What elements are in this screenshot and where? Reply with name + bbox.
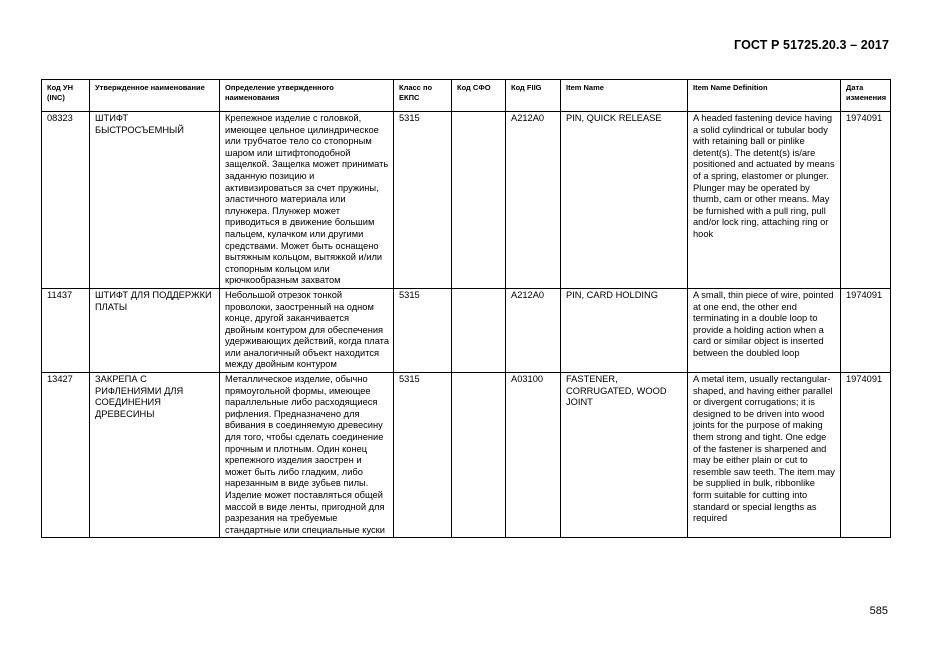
column-header-fiig-code: Код FIIG bbox=[506, 80, 561, 112]
cell-inc-code: 11437 bbox=[42, 288, 90, 372]
column-header-sfo-code: Код СФО bbox=[452, 80, 506, 112]
cell-ekps-class: 5315 bbox=[394, 112, 452, 289]
cell-item-name: PIN, CARD HOLDING bbox=[561, 288, 688, 372]
cell-name-definition: Крепежное изделие с головкой, имеющее цельное цилиндрическое или трубчатое тело со стопорным шаром или штифтоподобной защелкой. Защелка может принимать заданную позицию и активизироваться за счет пружины, эластичного материала или плунжера. Плунжер может приводиться в движение большим пальцем, кулачком или другими средствами. Может быть оснащено вытяжным кольцом, вытяжкой и/или стопорным кольцом или крючкообразным захватом bbox=[220, 112, 394, 289]
column-header-item-name-definition: Item Name Definition bbox=[688, 80, 841, 112]
cell-sfo-code bbox=[452, 112, 506, 289]
table-row bbox=[42, 288, 891, 372]
cell-item-name-definition: A headed fastening device having a solid cylindrical or tubular body with retaining ball or pinlike detent(s). The detent(s) is/are positioned and actuated by means of a spring, elastomer or plunger. Plunger may be operated by thumb, cam or other means. May be furnished with a pull ring, pull and/or lock ring, attaching ring or hook bbox=[688, 112, 841, 289]
item-names-table bbox=[41, 79, 891, 538]
page-number: 585 bbox=[869, 605, 888, 617]
column-header-approved-name: Утвержденное наименование bbox=[90, 80, 220, 112]
column-header-name-definition: Определение утвержденного наименования bbox=[220, 80, 394, 112]
cell-item-name: PIN, QUICK RELEASE bbox=[561, 112, 688, 289]
cell-change-date: 1974091 bbox=[841, 373, 891, 538]
cell-change-date: 1974091 bbox=[841, 112, 891, 289]
table-row bbox=[42, 373, 891, 538]
table-body bbox=[42, 112, 891, 538]
column-header-ekps-class: Класс по ЕКПС bbox=[394, 80, 452, 112]
column-header-change-date: Дата изменения bbox=[841, 80, 891, 112]
cell-approved-name: ЗАКРЕПА С РИФЛЕНИЯМИ ДЛЯ СОЕДИНЕНИЯ ДРЕВЕСИНЫ bbox=[90, 373, 220, 538]
cell-item-name: FASTENER, CORRUGATED, WOOD JOINT bbox=[561, 373, 688, 538]
cell-sfo-code bbox=[452, 288, 506, 372]
document-standard-header: ГОСТ Р 51725.20.3 – 2017 bbox=[734, 38, 889, 52]
cell-name-definition: Металлическое изделие, обычно прямоугольной формы, имеющее параллельные либо расходящиеся рифления. Предназначено для вбивания в соединяемую древесину для того, чтобы сделать соединение прочным и плотным. Один конец крепежного изделия заострен и может быть либо гладким, либо нарезанным в виде зубьев пилы. Изделие может поставляться общей массой в виде ленты, пригодной для разрезания на требуемые стандартные или специальные куски bbox=[220, 373, 394, 538]
cell-inc-code: 13427 bbox=[42, 373, 90, 538]
cell-ekps-class: 5315 bbox=[394, 373, 452, 538]
cell-fiig-code: A212A0 bbox=[506, 112, 561, 289]
cell-fiig-code: A03100 bbox=[506, 373, 561, 538]
table-header-row bbox=[42, 80, 891, 112]
cell-item-name-definition: A small, thin piece of wire, pointed at one end, the other end terminating in a double loop to provide a holding action when a card or similar object is inserted between the doubled loop bbox=[688, 288, 841, 372]
cell-ekps-class: 5315 bbox=[394, 288, 452, 372]
cell-approved-name: ШТИФТ ДЛЯ ПОДДЕРЖКИ ПЛАТЫ bbox=[90, 288, 220, 372]
column-header-item-name: Item Name bbox=[561, 80, 688, 112]
cell-sfo-code bbox=[452, 373, 506, 538]
table-header bbox=[42, 80, 891, 112]
cell-name-definition: Небольшой отрезок тонкой проволоки, заостренный на одном конце, другой заканчивается двойным контуром для обеспечения удерживающих действий, когда плата или аналогичный объект находится между двойным контуром bbox=[220, 288, 394, 372]
cell-approved-name: ШТИФТ БЫСТРОСЪЕМНЫЙ bbox=[90, 112, 220, 289]
column-header-inc-code: Код УН (INC) bbox=[42, 80, 90, 112]
cell-inc-code: 08323 bbox=[42, 112, 90, 289]
cell-change-date: 1974091 bbox=[841, 288, 891, 372]
cell-fiig-code: A212A0 bbox=[506, 288, 561, 372]
cell-item-name-definition: A metal item, usually rectangular-shaped, and having either parallel or divergent corrugations; it is designed to be driven into wood joints for the purpose of making them strong and tight. One edge of the fastener is sharpened and may be either plain or cut to resemble saw teeth. The item may be supplied in bulk, ribbonlike form suitable for cutting into standard or special lengths as required bbox=[688, 373, 841, 538]
table-row bbox=[42, 112, 891, 289]
